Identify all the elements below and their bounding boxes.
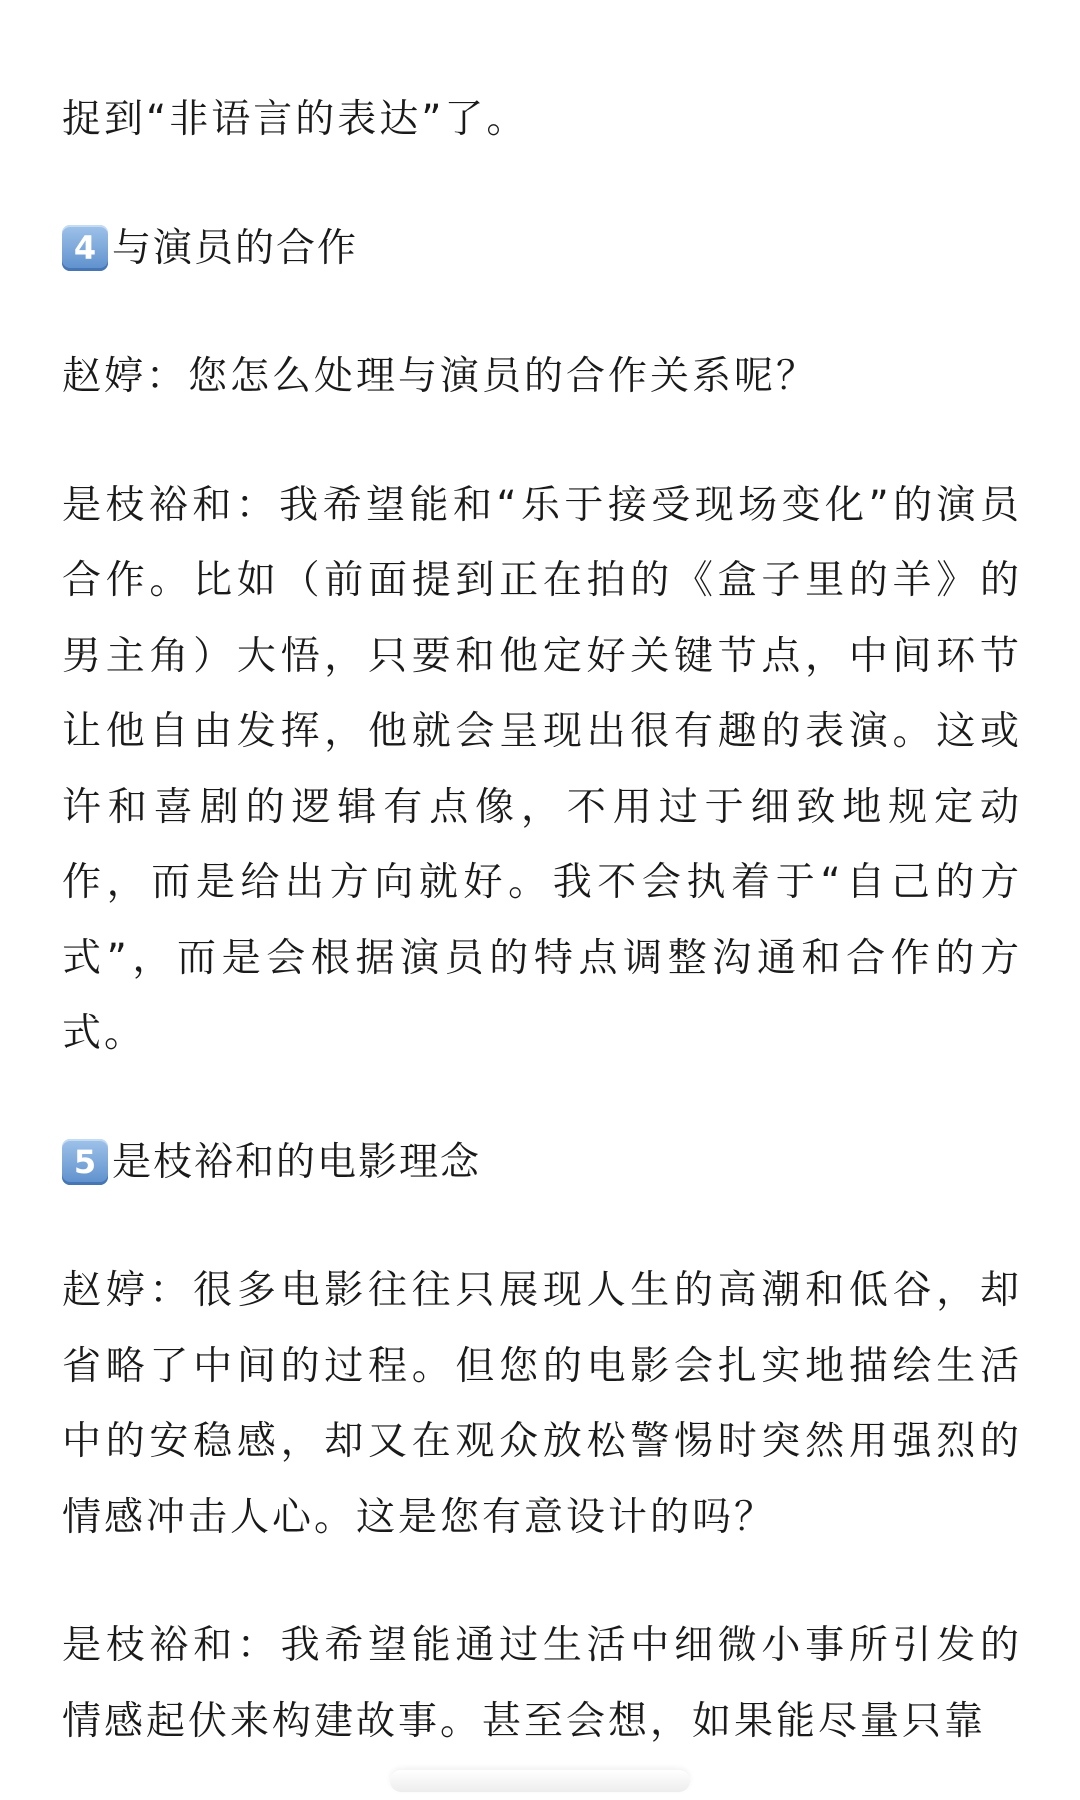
- paragraph-gap: [62, 1072, 1022, 1125]
- paragraph-gap: [62, 1555, 1022, 1608]
- keycap-5-icon: 5: [62, 1139, 108, 1185]
- section-title-5: 是枝裕和的电影理念: [112, 1139, 482, 1185]
- paragraph-gap: [62, 415, 1022, 468]
- paragraph-gap: [62, 286, 1022, 339]
- bottom-fade-bar: [390, 1770, 690, 1792]
- keycap-4-icon: 4: [62, 225, 108, 271]
- section-title-4: 与演员的合作: [112, 225, 359, 271]
- paragraph-answer-5: 是枝裕和：我希望能通过生活中细微小事所引发的情感起伏来构建故事。甚至会想，如果能尽量只靠: [62, 1623, 1022, 1744]
- paragraph-question-5: 赵婷：很多电影往往只展现人生的高潮和低谷，却省略了中间的过程。但您的电影会扎实地描绘生活中的安稳感，却又在观众放松警惕时突然用强烈的情感冲击人心。这是您有意设计的吗？: [62, 1268, 1022, 1540]
- section-heading-4: [62, 211, 1022, 287]
- paragraph-answer-4: 是枝裕和：我希望能和“乐于接受现场变化”的演员合作。比如（前面提到正在拍的《盒子里的羊》的男主角）大悟，只要和他定好关键节点，中间环节让他自由发挥，他就会呈现出很有趣的表演。这或许和喜剧的逻辑有点像，不用过于细致地规定动作，而是给出方向就好。我不会执着于“自己的方式”，而是会根据演员的特点调整沟通和合作的方式。: [62, 482, 1022, 1056]
- article-body: [62, 82, 1022, 1759]
- paragraph-intro: 捉到“非语言的表达”了。: [62, 97, 529, 142]
- paragraph-gap: [62, 1200, 1022, 1253]
- paragraph-gap: [62, 158, 1022, 211]
- paragraph-question-4: 赵婷：您怎么处理与演员的合作关系呢？: [62, 354, 819, 399]
- section-heading-5: [62, 1125, 1022, 1201]
